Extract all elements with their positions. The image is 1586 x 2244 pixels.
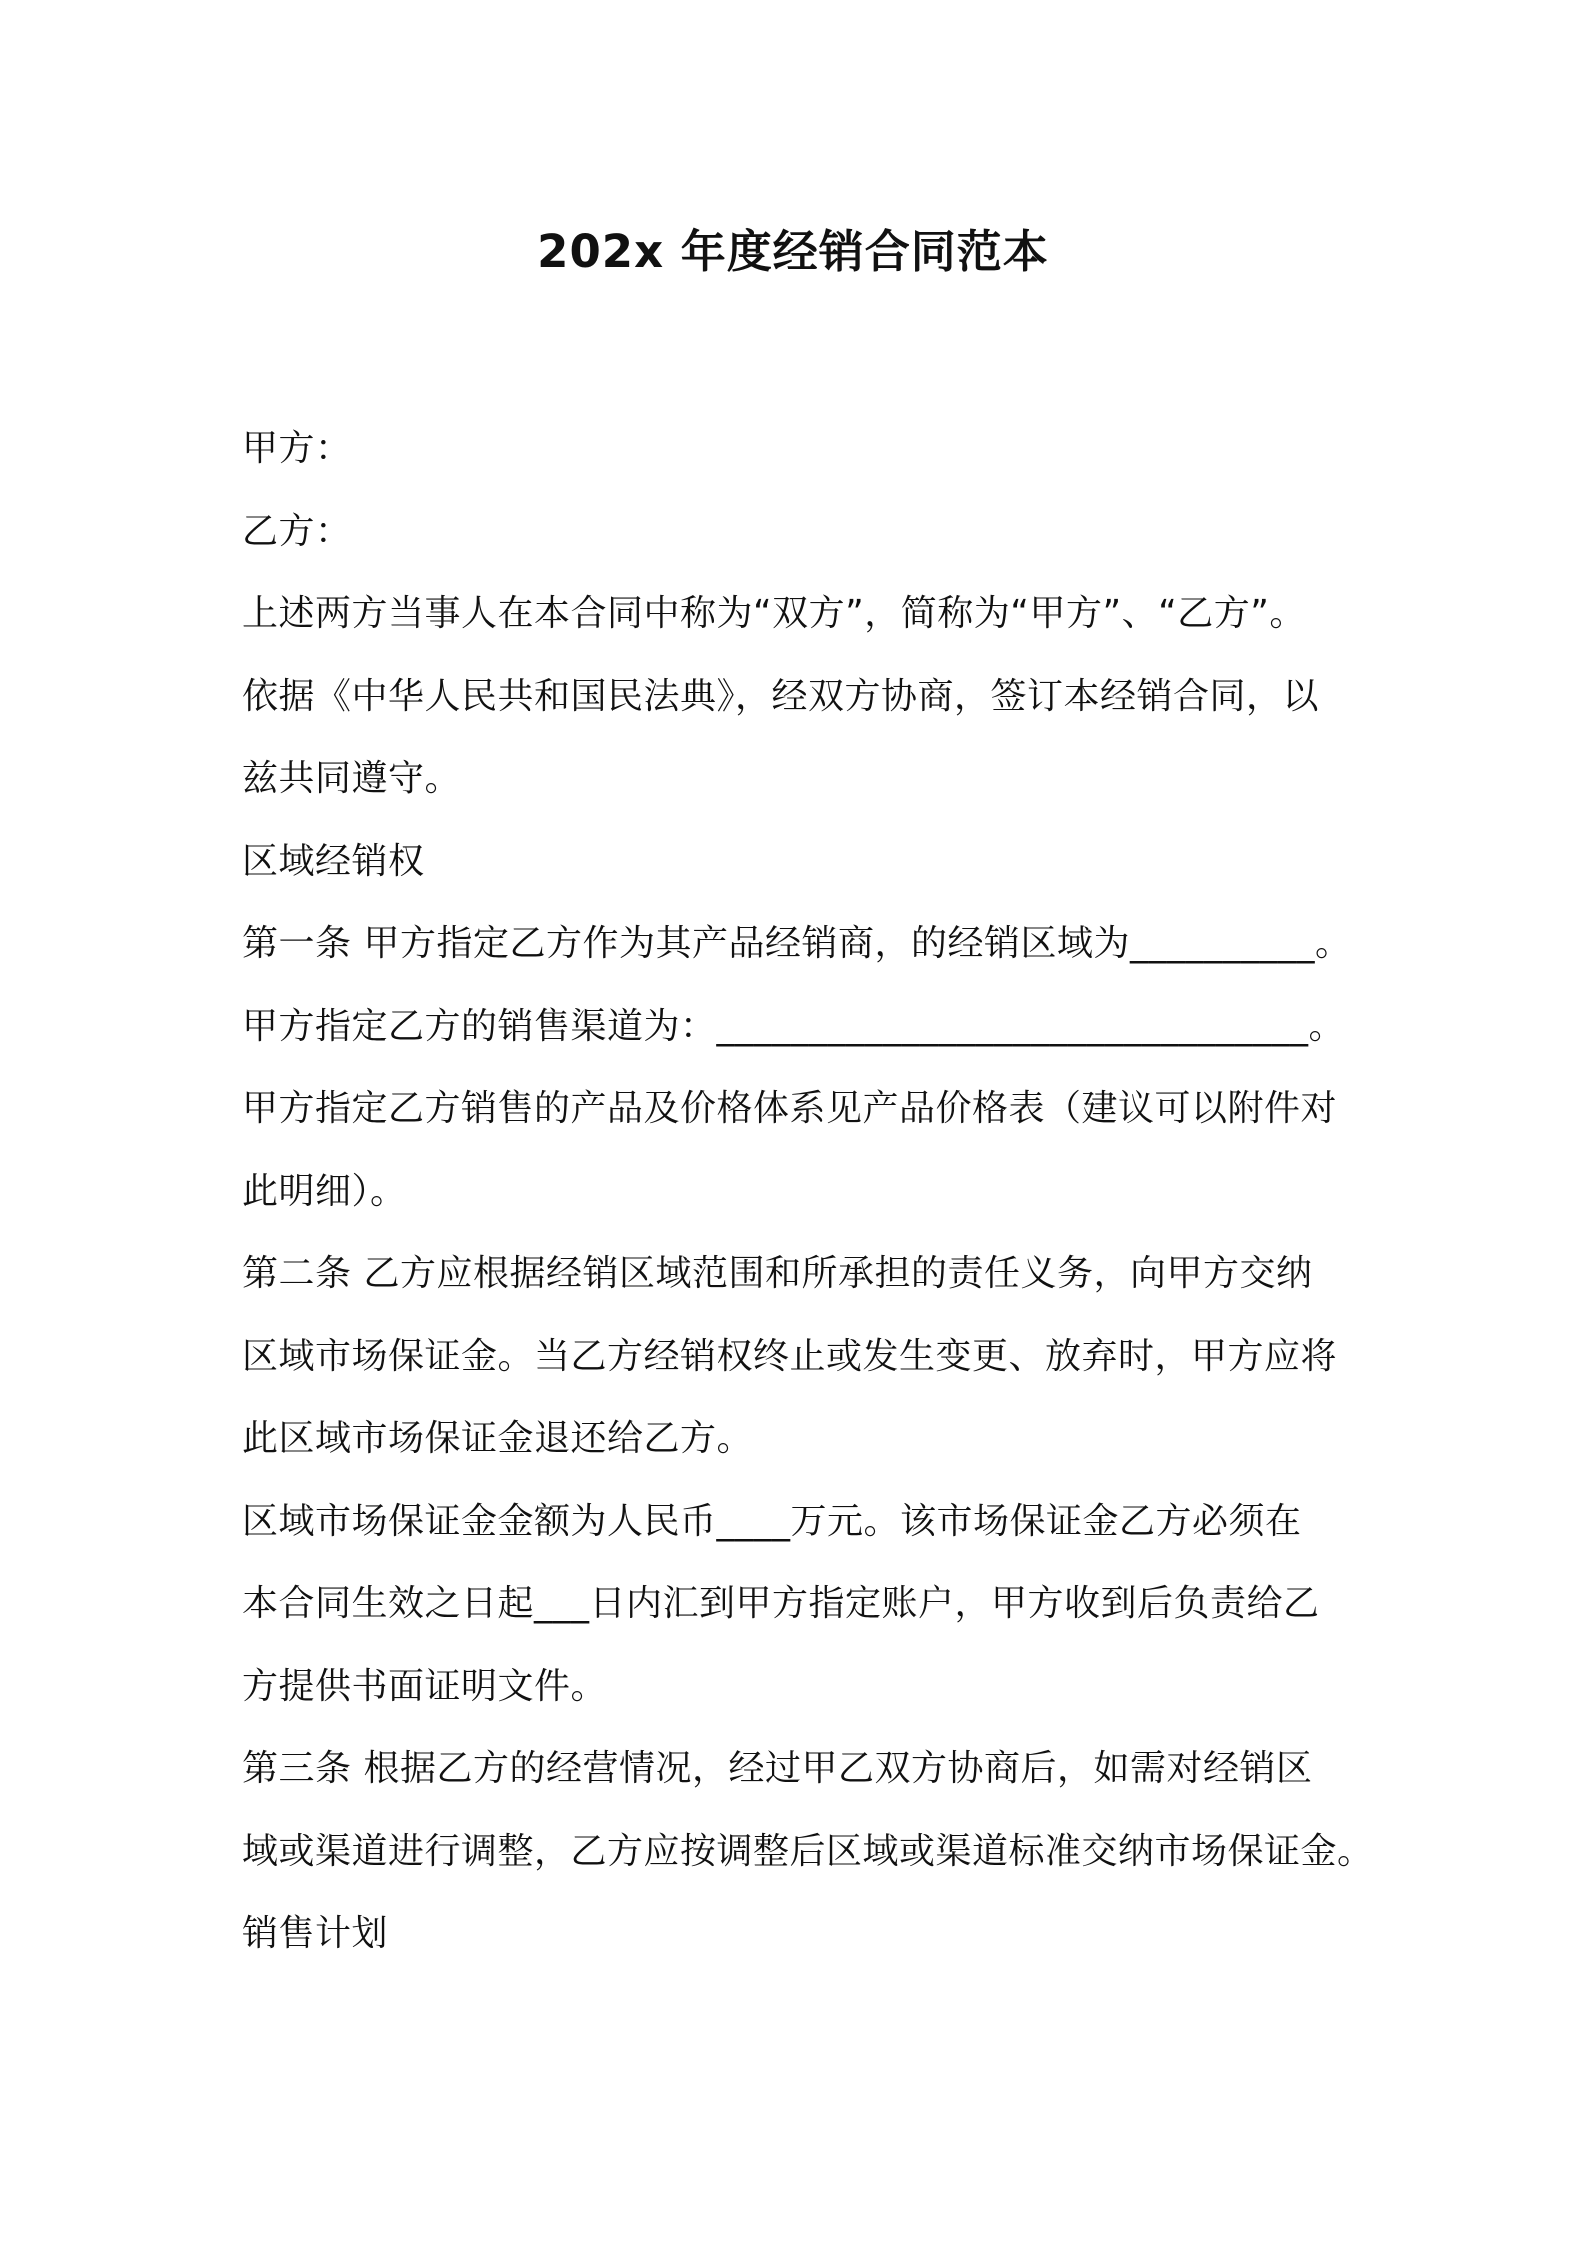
intro-line: 上述两方当事人在本合同中称为“双方”，简称为“甲方”、“乙方”。: [242, 593, 1306, 634]
intro-line: 依据《中华人民共和国民法典》，经双方协商，签订本经销合同，以: [242, 675, 1320, 717]
article-two-line: 本合同生效之日起___日内汇到甲方指定账户，甲方收到后负责给乙: [242, 1583, 1320, 1624]
article-one-line: 甲方指定乙方销售的产品及价格体系见产品价格表（建议可以附件对: [242, 1088, 1338, 1129]
party-b-line: 乙方：: [242, 510, 352, 552]
intro-line: 兹共同遵守。: [242, 758, 462, 799]
article-three-line: 域或渠道进行调整，乙方应按调整后区域或渠道标准交纳市场保证金。: [242, 1830, 1374, 1872]
party-a-line: 甲方：: [242, 428, 352, 469]
article-one-line: 甲方指定乙方的销售渠道为：________________________________。: [242, 1005, 1346, 1047]
article-two-line: 区域市场保证金。当乙方经销权终止或发生变更、放弃时，甲方应将: [242, 1335, 1338, 1377]
document-title: 202x 年度经销合同范本: [537, 225, 1049, 278]
article-one-line: 此明细）。: [242, 1170, 407, 1212]
article-two-line: 第二条 乙方应根据经销区域范围和所承担的责任义务，向甲方交纳: [242, 1253, 1313, 1294]
section-heading: 销售计划: [242, 1913, 389, 1954]
article-two-line: 此区域市场保证金退还给乙方。: [242, 1418, 754, 1459]
document-body: [242, 408, 1374, 1976]
article-one-line: 第一条 甲方指定乙方作为其产品经销商，的经销区域为__________。: [242, 923, 1352, 964]
section-heading: 区域经销权: [242, 840, 425, 882]
article-two-line: 区域市场保证金金额为人民币____万元。该市场保证金乙方必须在: [242, 1500, 1302, 1542]
article-two-line: 方提供书面证明文件。: [242, 1665, 608, 1707]
article-three-line: 第三条 根据乙方的经营情况，经过甲乙双方协商后，如需对经销区: [242, 1748, 1313, 1789]
